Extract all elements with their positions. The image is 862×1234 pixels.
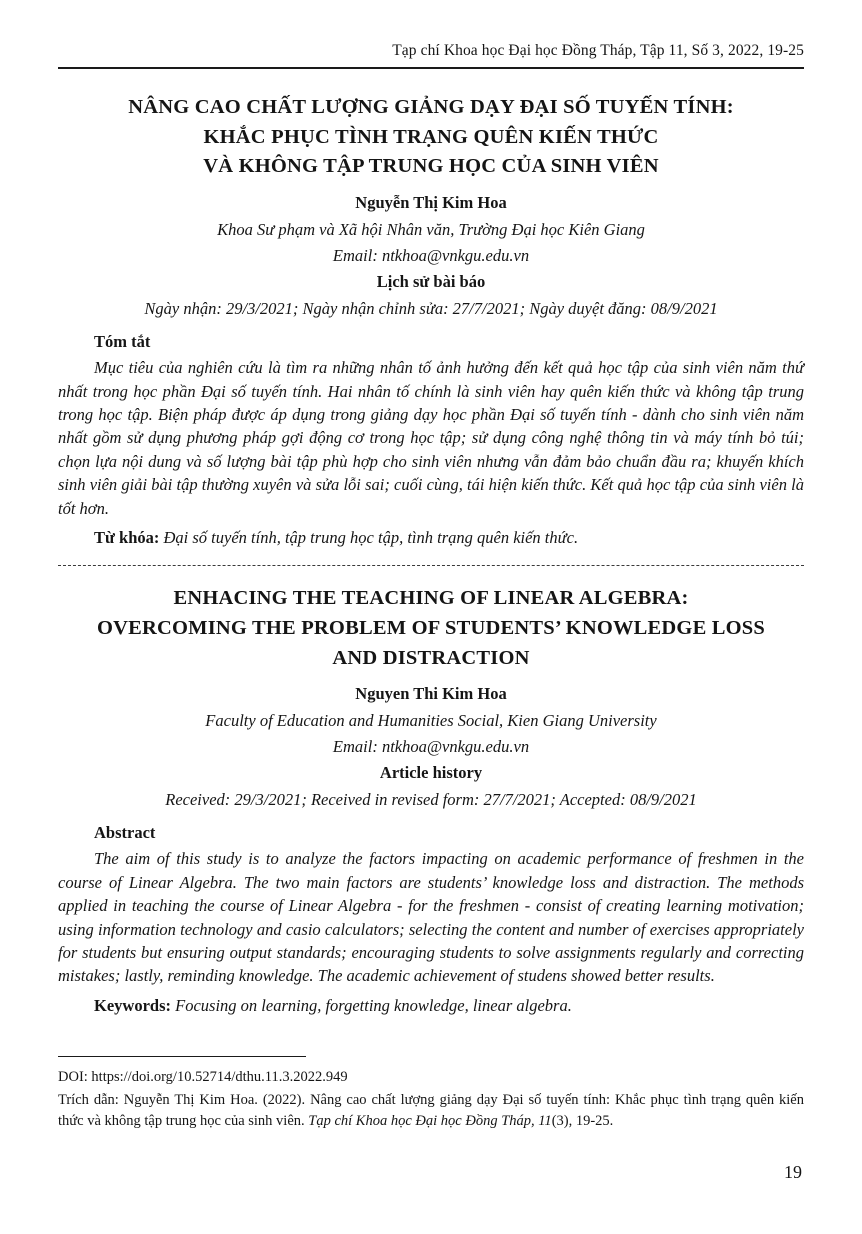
en-author-name: Nguyen Thi Kim Hoa xyxy=(355,684,507,704)
vi-abstract-text: Mục tiêu của nghiên cứu là tìm ra những nhân tố ảnh hưởng đến kết quả học tập của sinh viên năm thứ nhất trong học phần Đại số tuyến tính. Hai nhân tố chính là sinh viên hay quên kiến thức và không tập trung trong học tập. Biện pháp được áp dụng trong giảng dạy học phần Đại số tuyến tính - dành cho sinh viên năm nhất gồm sử dụng phương pháp gợi động cơ trong học tập; sử dụng công nghệ thông tin và máy tính bỏ túi; chọn lựa nội dung và số lượng bài tập phù hợp cho sinh viên nhưng vẫn đảm bảo chuẩn đầu ra; khuyến khích sinh viên giải bài tập thường xuyên và sửa lỗi sai; cuối cùng, tái hiện kiến thức. Kết quả học tập của sinh viên là tốt hơn. xyxy=(58,358,804,518)
vi-article-title xyxy=(58,93,804,182)
en-history-heading: Article history xyxy=(379,763,483,783)
en-title-line-3: AND DISTRACTION xyxy=(332,646,530,669)
doi-line: DOI: https://doi.org/10.52714/dthu.11.3.2022.949 xyxy=(58,1069,348,1085)
footnote-rule xyxy=(58,1056,306,1057)
en-abstract-text: The aim of this study is to analyze the factors impacting on academic performance of freshmen in the course of Linear Algebra. The two main factors are students’ knowledge loss and distraction. The methods applied in teaching the course of Linear Algebra - for the freshmen - consist of creating learning motivation; using information technology and casio calculators; selecting the content and number of exercises appropriately for students but ensuring output standards; encouraging students to solve assignments regularly and correcting mistakes; lastly, reminding knowledge. The academic achievement of studens showed better results. xyxy=(58,849,804,986)
citation-suffix: (3), 19-25. xyxy=(551,1113,614,1130)
footnote-block xyxy=(58,1056,804,1132)
en-abstract-heading: Abstract xyxy=(94,823,156,843)
vi-keywords-label: Từ khóa: xyxy=(94,528,160,548)
citation-line xyxy=(58,1090,804,1132)
vi-title-line-2: KHẮC PHỤC TÌNH TRẠNG QUÊN KIẾN THỨC xyxy=(203,125,659,148)
en-keywords-label: Keywords: xyxy=(94,995,171,1015)
vi-email: Email: ntkhoa@vnkgu.edu.vn xyxy=(332,245,530,265)
en-keywords-text: Focusing on learning, forgetting knowledge, linear algebra. xyxy=(175,995,572,1015)
en-history-dates: Received: 29/3/2021; Received in revised form: 27/7/2021; Accepted: 08/9/2021 xyxy=(165,789,697,809)
vi-keywords-line xyxy=(58,526,804,549)
vi-author-name: Nguyễn Thị Kim Hoa xyxy=(355,193,507,213)
vi-title-line-1: NÂNG CAO CHẤT LƯỢNG GIẢNG DẠY ĐẠI SỐ TUYẾN TÍNH: xyxy=(128,96,734,118)
en-email: Email: ntkhoa@vnkgu.edu.vn xyxy=(332,737,530,757)
vi-history-dates: Ngày nhận: 29/3/2021; Ngày nhận chỉnh sửa: 27/7/2021; Ngày duyệt đăng: 08/9/2021 xyxy=(144,298,718,318)
en-keywords-line xyxy=(58,994,804,1017)
vi-abstract-heading: Tóm tắt xyxy=(94,332,151,352)
en-title-line-2: OVERCOMING THE PROBLEM OF STUDENTS’ KNOWLEDGE LOSS xyxy=(96,616,765,639)
vi-history-heading: Lịch sử bài báo xyxy=(376,272,486,292)
vi-title-line-3: VÀ KHÔNG TẬP TRUNG HỌC CỦA SINH VIÊN xyxy=(203,155,659,178)
en-affiliation: Faculty of Education and Humanities Social, Kien Giang University xyxy=(205,710,657,730)
en-article-title xyxy=(58,584,804,673)
page-number: 19 xyxy=(784,1162,802,1182)
section-divider xyxy=(58,565,804,566)
journal-header: Tạp chí Khoa học Đại học Đồng Tháp, Tập 11, Số 3, 2022, 19-25 xyxy=(58,42,804,69)
vi-affiliation: Khoa Sư phạm và Xã hội Nhân văn, Trường Đại học Kiên Giang xyxy=(217,219,645,239)
en-title-line-1: ENHACING THE TEACHING OF LINEAR ALGEBRA: xyxy=(173,587,689,610)
citation-journal: Tạp chí Khoa học Đại học Đồng Tháp, 11 xyxy=(308,1113,552,1130)
citation-prefix: Trích dẫn: Nguyễn Thị Kim Hoa. (2022). Nâng cao chất lượng giảng dạy Đại số tuyến tính: Khắc phục tình trạng quên kiến thức và không tập trung học của sinh viên. xyxy=(58,1092,804,1130)
vi-keywords-text: Đại số tuyến tính, tập trung học tập, tình trạng quên kiến thức. xyxy=(163,528,579,548)
